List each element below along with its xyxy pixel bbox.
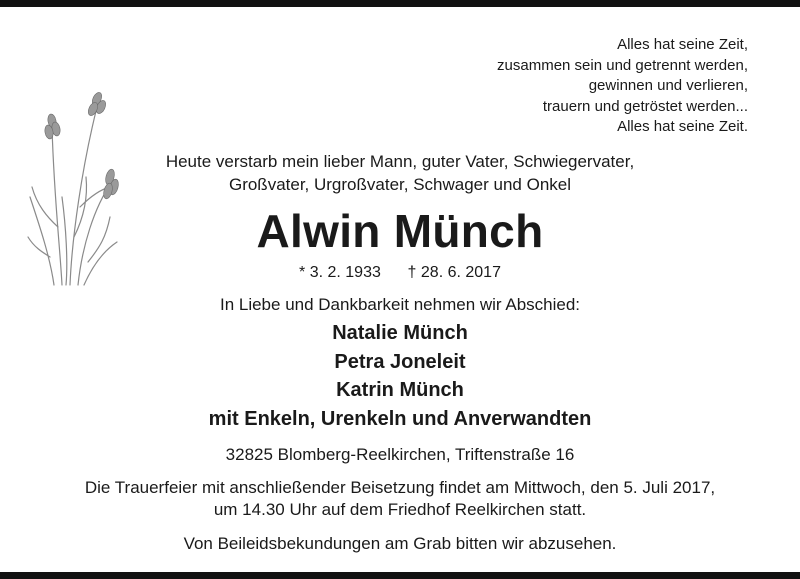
quote-line: Alles hat seine Zeit. <box>617 118 748 135</box>
quote-line: zusammen sein und getrennt werden, <box>497 56 748 74</box>
mourner-name: Katrin Münch <box>336 379 464 402</box>
ceremony-line: um 14.30 Uhr auf dem Friedhof Reelkirchen statt. <box>213 500 587 519</box>
quote-line: Alles hat seine Zeit, <box>617 36 748 53</box>
deceased-name: Alwin Münch <box>256 205 544 257</box>
quote-line: trauern und getröstet werden... <box>542 97 748 115</box>
condolence-note: Von Beileidsbekundungen am Grab bitten wir abzusehen. <box>183 534 617 553</box>
address: 32825 Blomberg-Reelkirchen, Triftenstraße 16 <box>225 445 575 464</box>
ceremony-line: Die Trauerfeier mit anschließender Beisetzung findet am Mittwoch, den 5. Juli 2017, <box>84 478 716 497</box>
mourner-name: Natalie Münch <box>332 322 468 344</box>
quote-block <box>497 35 748 138</box>
intro-line: Großvater, Urgroßvater, Schwager und Onkel <box>228 175 572 194</box>
ceremony-info <box>0 477 800 521</box>
life-dates: * 3. 2. 1933 † 28. 6. 2017 <box>299 264 501 281</box>
farewell-text: In Liebe und Dankbarkeit nehmen wir Abschied: <box>219 295 581 314</box>
mourner-family: mit Enkeln, Urenkeln und Anverwandten <box>208 408 592 431</box>
intro-line: Heute verstarb mein lieber Mann, guter Vater, Schwiegervater, <box>165 152 635 171</box>
mourner-name: Petra Joneleit <box>334 350 466 373</box>
intro-text <box>0 150 800 196</box>
quote-line: gewinnen und verlieren, <box>588 77 748 94</box>
mourners-list <box>0 319 800 434</box>
